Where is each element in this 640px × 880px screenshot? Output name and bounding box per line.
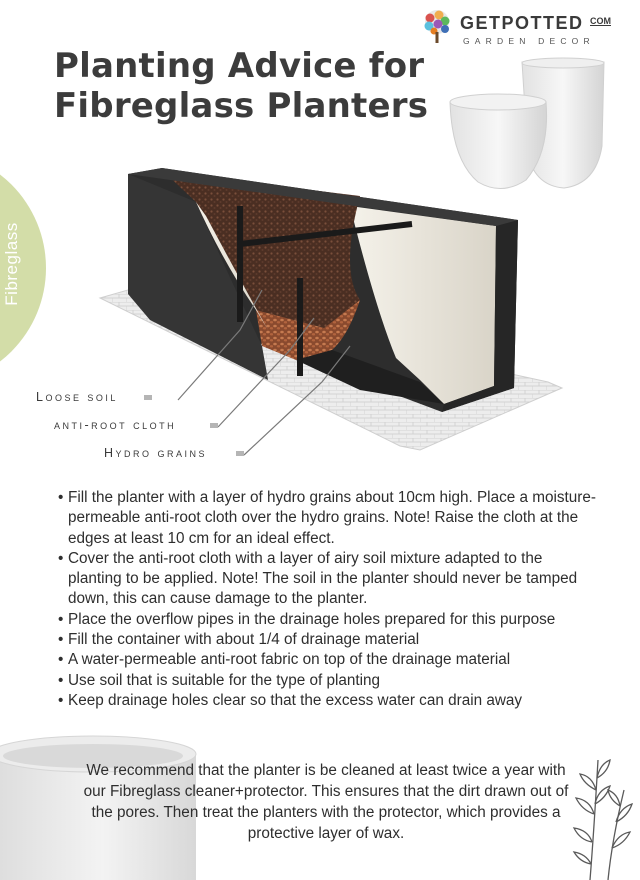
list-item: • A water-permeable anti-root fabric on top of the drainage material <box>58 650 618 670</box>
callout-hydro-grains: Hydro grains <box>104 446 208 460</box>
logo-suffix: COM <box>590 16 611 26</box>
list-item: • Use soil that is suitable for the type of planting <box>58 671 618 691</box>
callout-loose-soil: Loose soil <box>36 390 118 404</box>
list-item: • Cover the anti-root cloth with a layer of airy soil mixture adapted to the planting to be applied. Note! The soil in the planter should never be tamped down, this can cause damage to the planter. <box>58 549 578 610</box>
page-title <box>54 46 434 126</box>
instructions-list <box>58 488 618 711</box>
logo-tagline: GARDEN DECOR <box>463 36 595 46</box>
tree-logo-icon <box>420 8 454 46</box>
title-line-2: Fibreglass Planters <box>54 86 429 126</box>
list-item: • Fill the container with about 1/4 of drainage material <box>58 630 618 650</box>
list-item: • Place the overflow pipes in the drainage holes prepared for this purpose <box>58 610 588 630</box>
callout-anti-root-cloth: anti-root cloth <box>54 418 177 432</box>
side-tab-label: Fibreglass <box>2 222 21 306</box>
cleaning-recommendation: We recommend that the planter is be cleaned at least twice a year with our Fibreglass cleaner+protector. This ensures that the dirt drawn out of the pores. Then treat the planters with the protector, which provides a protective layer of wax. <box>83 762 569 842</box>
list-item: • Fill the planter with a layer of hydro grains about 10cm high. Place a moisture-permeable anti-root cloth over the hydro grains. Note! Raise the cloth at the edges at least 10 cm for an ideal effect. <box>58 488 608 549</box>
title-line-1: Planting Advice for <box>54 46 425 86</box>
list-item: • Keep drainage holes clear so that the excess water can drain away <box>58 691 618 711</box>
logo-name: GETPOTTED <box>460 13 584 33</box>
